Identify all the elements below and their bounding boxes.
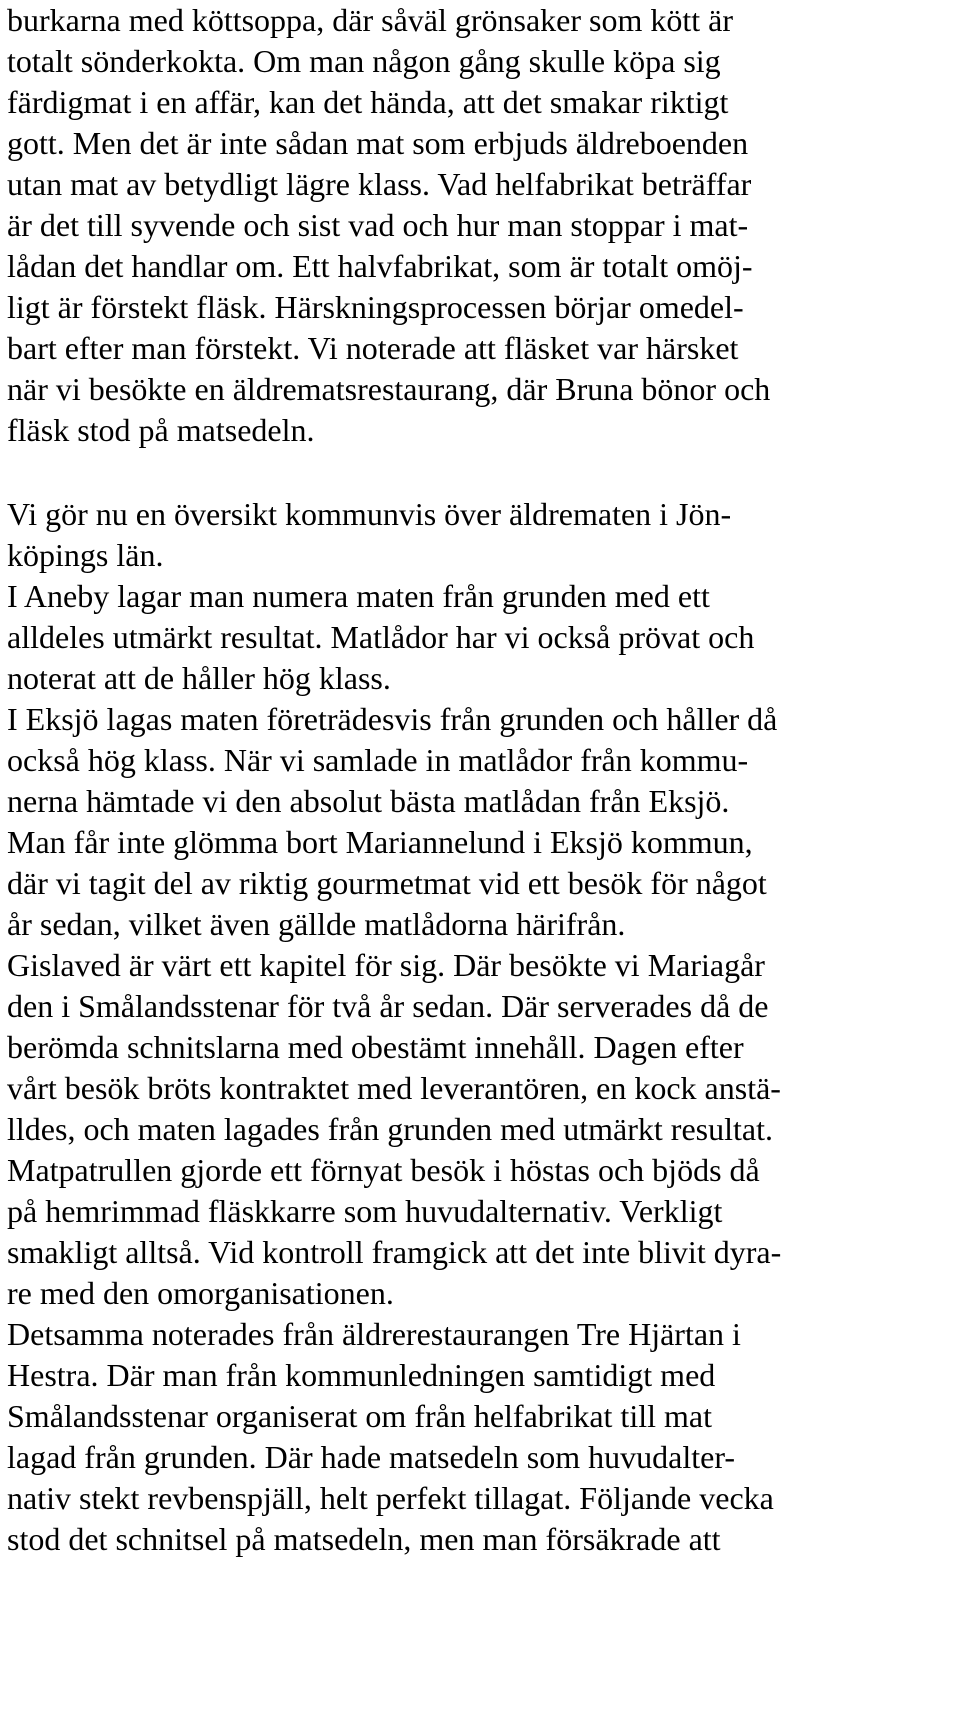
text-line: på hemrimmad fläskkarre som huvudalternativ. Verkligt — [7, 1193, 723, 1229]
text-line: Man får inte glömma bort Mariannelund i Eksjö kommun, — [7, 824, 753, 860]
text-line: färdigmat i en affär, kan det hända, att det smakar riktigt — [7, 84, 729, 120]
text-line: Vi gör nu en översikt kommunvis över äldrematen i Jön- — [7, 496, 732, 532]
text-line: gott. Men det är inte sådan mat som erbjuds äldreboenden — [7, 125, 749, 161]
text-line: också hög klass. När vi samlade in matlådor från kommu- — [7, 742, 749, 778]
text-line: Hestra. Där man från kommunledningen samtidigt med — [7, 1357, 716, 1393]
text-line: utan mat av betydligt lägre klass. Vad helfabrikat beträffar — [7, 166, 752, 202]
text-line: I Aneby lagar man numera maten från grunden med ett — [7, 578, 710, 614]
text-line: lådan det handlar om. Ett halvfabrikat, som är totalt omöj- — [7, 248, 753, 284]
text-line: är det till syvende och sist vad och hur man stoppar i mat- — [7, 207, 749, 243]
text-line: nativ stekt revbenspjäll, helt perfekt tillagat. Följande vecka — [7, 1480, 774, 1516]
text-line: Gislaved är värt ett kapitel för sig. Där besökte vi Mariagår — [7, 947, 765, 983]
text-line: I Eksjö lagas maten företrädesvis från grunden och håller då — [7, 701, 778, 737]
text-line: bart efter man förstekt. Vi noterade att fläsket var härsket — [7, 330, 739, 366]
text-line: där vi tagit del av riktig gourmetmat vid ett besök för något — [7, 865, 767, 901]
text-line: ligt är förstekt fläsk. Härskningsprocessen börjar omedel- — [7, 289, 744, 325]
text-line: lagad från grunden. Där hade matsedeln som huvudalter- — [7, 1439, 735, 1475]
text-line: Smålandsstenar organiserat om från helfabrikat till mat — [7, 1398, 712, 1434]
text-line: noterat att de håller hög klass. — [7, 660, 391, 696]
text-line: år sedan, vilket även gällde matlådorna härifrån. — [7, 906, 626, 942]
text-line: köpings län. — [7, 537, 164, 573]
text-line: när vi besökte en äldrematsrestaurang, där Bruna bönor och — [7, 371, 771, 407]
text-line: berömda schnitslarna med obestämt innehåll. Dagen efter — [7, 1029, 744, 1065]
text-line: stod det schnitsel på matsedeln, men man försäkrade att — [7, 1521, 721, 1557]
text-line: smakligt alltså. Vid kontroll framgick att det inte blivit dyra- — [7, 1234, 782, 1270]
text-line: totalt sönderkokta. Om man någon gång skulle köpa sig — [7, 43, 721, 79]
text-line: burkarna med köttsoppa, där såväl grönsaker som kött är — [7, 2, 734, 38]
text-line: Matpatrullen gjorde ett förnyat besök i höstas och bjöds då — [7, 1152, 760, 1188]
text-line: alldeles utmärkt resultat. Matlådor har vi också prövat och — [7, 619, 755, 655]
text-line: re med den omorganisationen. — [7, 1275, 394, 1311]
text-line: fläsk stod på matsedeln. — [7, 412, 315, 448]
text-line: Detsamma noterades från äldrerestaurangen Tre Hjärtan i — [7, 1316, 741, 1352]
text-line: den i Smålandsstenar för två år sedan. Där serverades då de — [7, 988, 769, 1024]
text-line: lldes, och maten lagades från grunden med utmärkt resultat. — [7, 1111, 773, 1147]
text-line: vårt besök bröts kontraktet med leverantören, en kock anstä- — [7, 1070, 781, 1106]
text-line: nerna hämtade vi den absolut bästa matlådan från Eksjö. — [7, 783, 730, 819]
